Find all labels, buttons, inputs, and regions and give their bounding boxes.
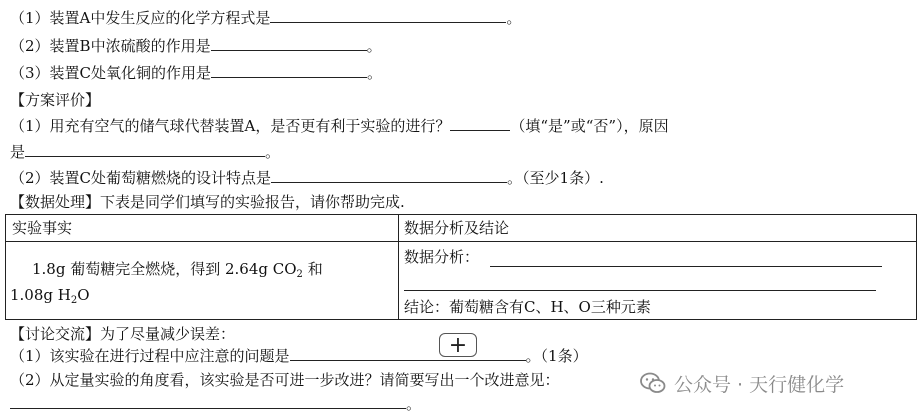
question-discuss-2-cont: 。	[10, 394, 421, 414]
question-exp-2: （2）装置B中浓硫酸的作用是 。	[10, 37, 382, 55]
analysis-blank-line-2[interactable]	[404, 290, 876, 291]
answer-blank[interactable]	[211, 63, 367, 78]
answer-blank[interactable]	[25, 142, 265, 157]
question-exp-1: （1）装置A中发生反应的化学方程式是 。	[10, 9, 522, 27]
report-table	[5, 214, 917, 320]
watermark-text: 公众号 · 天行健化学	[674, 373, 845, 396]
question-eval-1: （1）用充有空气的储气球代替装置A，是否更有利于实验的进行？ （填“是”或“否”），原因	[10, 117, 669, 135]
conclusion-text: 结论：葡萄糖含有C、H、O三种元素	[404, 298, 651, 316]
answer-blank[interactable]	[270, 8, 506, 23]
section-heading-data: 【数据处理】下表是同学们填写的实验报告，请你帮助完成.	[10, 193, 405, 211]
question-eval-1-cont: 是 。	[10, 143, 281, 161]
answer-blank[interactable]	[450, 116, 510, 131]
section-heading-discussion: 【讨论交流】为了尽量减少误差：	[10, 325, 236, 343]
question-exp-3: （3）装置C处氧化铜的作用是 。	[10, 64, 383, 82]
watermark	[640, 368, 844, 398]
answer-blank[interactable]	[290, 346, 526, 361]
section-heading-evaluation: 【方案评价】	[10, 91, 101, 109]
table-column-divider	[398, 215, 399, 319]
fact-line-1: 1.8g 葡萄糖完全燃烧，得到 2.64g $CO_2$ 和	[32, 260, 323, 280]
answer-blank[interactable]	[211, 36, 367, 51]
question-discuss-1: （1）该实验在进行过程中应注意的问题是 。（1条）	[10, 347, 588, 365]
question-discuss-2: （2）从定量实验的角度看，该实验是否可进一步改进？请简要写出一个改进意见：	[10, 371, 560, 389]
question-eval-2: （2）装置C处葡萄糖燃烧的设计特点是 。（至少1条）.	[10, 169, 604, 187]
wechat-icon	[640, 372, 666, 394]
fact-line-2: 1.08g $H_2O$	[10, 286, 90, 306]
table-header-fact: 实验事实	[12, 219, 73, 237]
analysis-label: 数据分析：	[404, 248, 480, 266]
analysis-blank-line-1[interactable]	[490, 266, 882, 267]
answer-blank[interactable]	[271, 168, 507, 183]
table-header-analysis: 数据分析及结论	[404, 219, 510, 237]
add-button[interactable]	[439, 333, 477, 357]
plus-icon: +	[448, 332, 468, 358]
answer-blank[interactable]	[10, 394, 406, 409]
